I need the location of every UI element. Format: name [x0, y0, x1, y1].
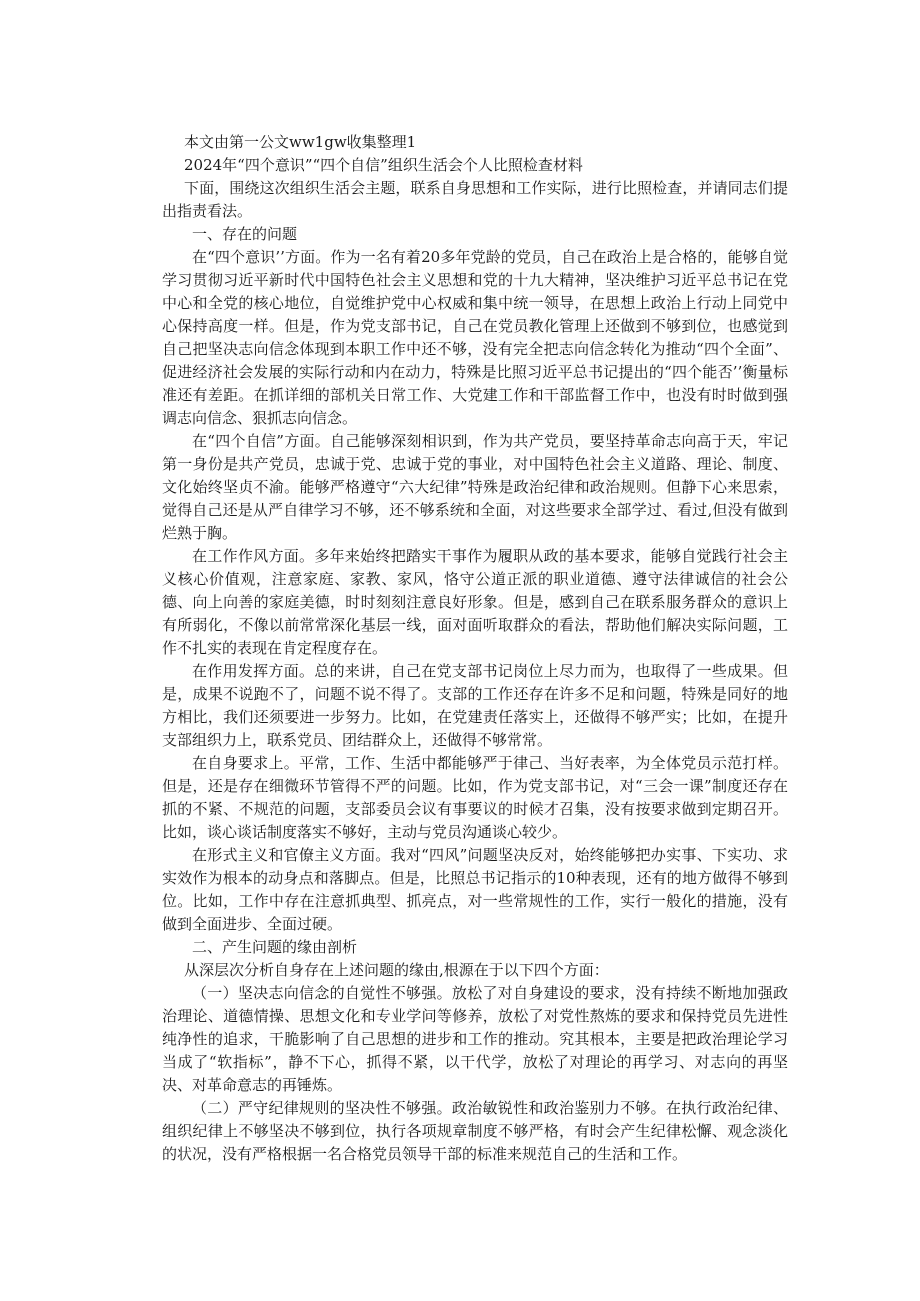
intro-paragraph: 下面，围绕这次组织生活会主题，联系自身思想和工作实际，进行比照检查，并请同志们提出指责看法。	[162, 179, 788, 220]
section2-intro: 从深层次分析自身存在上述问题的缘由,根源在于以下四个方面：	[184, 961, 609, 979]
section-heading-causes: 二、产生问题的缘由剖析	[192, 938, 358, 956]
paragraph-cause-two: （二）严守纪律规则的坚决性不够强。政治敏锐性和政治鉴别力不够。在执行政治纪律、组织纪律上不够坚决不够到位，执行各项规章制度不够严格，有时会产生纪律松懈、观念淡化的状况，没有严格根据一名合格党员领导干部的标准来规范自己的生活和工作。	[162, 1099, 788, 1163]
paragraph-formalism-bureaucracy: 在形式主义和官僚主义方面。我对“四风”问题坚决反对，始终能够把办实事、下实功、求实效作为根本的动身点和落脚点。但是，比照总书记指示的10种表现，还有的地方做得不够到位。比如，工作中存在注意抓典型、抓亮点，对一些常规性的工作，实行一般化的措施，没有做到全面进步、全面过硬。	[162, 846, 788, 933]
document-title: 2024年“四个意识”“四个自信”组织生活会个人比照检查材料	[184, 156, 583, 174]
paragraph-role-performance: 在作用发挥方面。总的来讲，自己在党支部书记岗位上尽力而为，也取得了一些成果。但是，成果不说跑不了，问题不说不得了。支部的工作还存在许多不足和问题，特殊是同好的地方相比，我们还须要进一步努力。比如，在党建责任落实上，还做得不够严实；比如，在提升支部组织力上，联系党员、团结群众上，还做得不够常常。	[162, 662, 788, 749]
source-note: 本文由第一公文ww1gw收集整理1	[184, 133, 417, 151]
paragraph-work-style: 在工作作风方面。多年来始终把踏实干事作为履职从政的基本要求，能够自觉践行社会主义核心价值观，注意家庭、家教、家风，恪守公道正派的职业道德、遵守法律诚信的社会公德、向上向善的家庭美德，时时刻刻注意良好形象。但是，感到自己在联系服务群众的意识上有所弱化，不像以前常常深化基层一线，面对面听取群众的看法，帮助他们解决实际问题，工作不扎实的表现在肯定程度存在。	[162, 547, 788, 657]
paragraph-cause-one: （一）坚决志向信念的自觉性不够强。放松了对自身建设的要求，没有持续不断地加强政治理论、道德情操、思想文化和专业学问等修养，放松了对党性熬炼的要求和保持党员先进性纯净性的追求，干脆影响了自己思想的进步和工作的推动。究其根本，主要是把政治理论学习当成了“软指标”，静不下心，抓得不紧，以干代学，放松了对理论的再学习、对志向的再坚决、对革命意志的再锤炼。	[162, 984, 788, 1094]
document-body	[162, 131, 788, 1166]
section-heading-problems: 一、存在的问题	[192, 225, 298, 243]
paragraph-four-consciousness: 在“四个意识’’方面。作为一名有着20多年党龄的党员，自己在政治上是合格的，能够自觉学习贯彻习近平新时代中国特色社会主义思想和党的十九大精神，坚决维护习近平总书记在党中心和全党的核心地位，自觉维护党中心权威和集中统一领导，在思想上政治上行动上同党中心保持高度一样。但是，作为党支部书记，自己在党员教化管理上还做到不够到位，也感觉到自己把坚决志向信念体现到本职工作中还不够，没有完全把志向信念转化为推动“四个全面”、促进经济社会发展的实际行动和内在动力，特殊是比照习近平总书记提出的“四个能否’’衡量标准还有差距。在抓详细的部机关日常工作、大党建工作和干部监督工作中，也没有时时做到强调志向信念、狠抓志向信念。	[162, 248, 788, 427]
paragraph-four-confidences: 在“四个自信”方面。自己能够深刻相识到，作为共产党员，要坚持革命志向高于天，牢记第一身份是共产党员，忠诚于党、忠诚于党的事业，对中国特色社会主义道路、理论、制度、文化始终坚贞不渝。能够严格遵守“六大纪律”特殊是政治纪律和政治规则。但静下心来思索，觉得自己还是从严自律学习不够，还不够系统和全面，对这些要求全部学过、看过,但没有做到烂熟于胸。	[162, 432, 788, 542]
paragraph-self-requirements: 在自身要求上。平常，工作、生活中都能够严于律己、当好表率，为全体党员示范打样。但是，还是存在细微环节管得不严的问题。比如，作为党支部书记，对“三会一课”制度还存在抓的不紧、不规范的问题，支部委员会议有事要议的时候才召集，没有按要求做到定期召开。比如，谈心谈话制度落实不够好，主动与党员沟通谈心较少。	[162, 754, 788, 841]
